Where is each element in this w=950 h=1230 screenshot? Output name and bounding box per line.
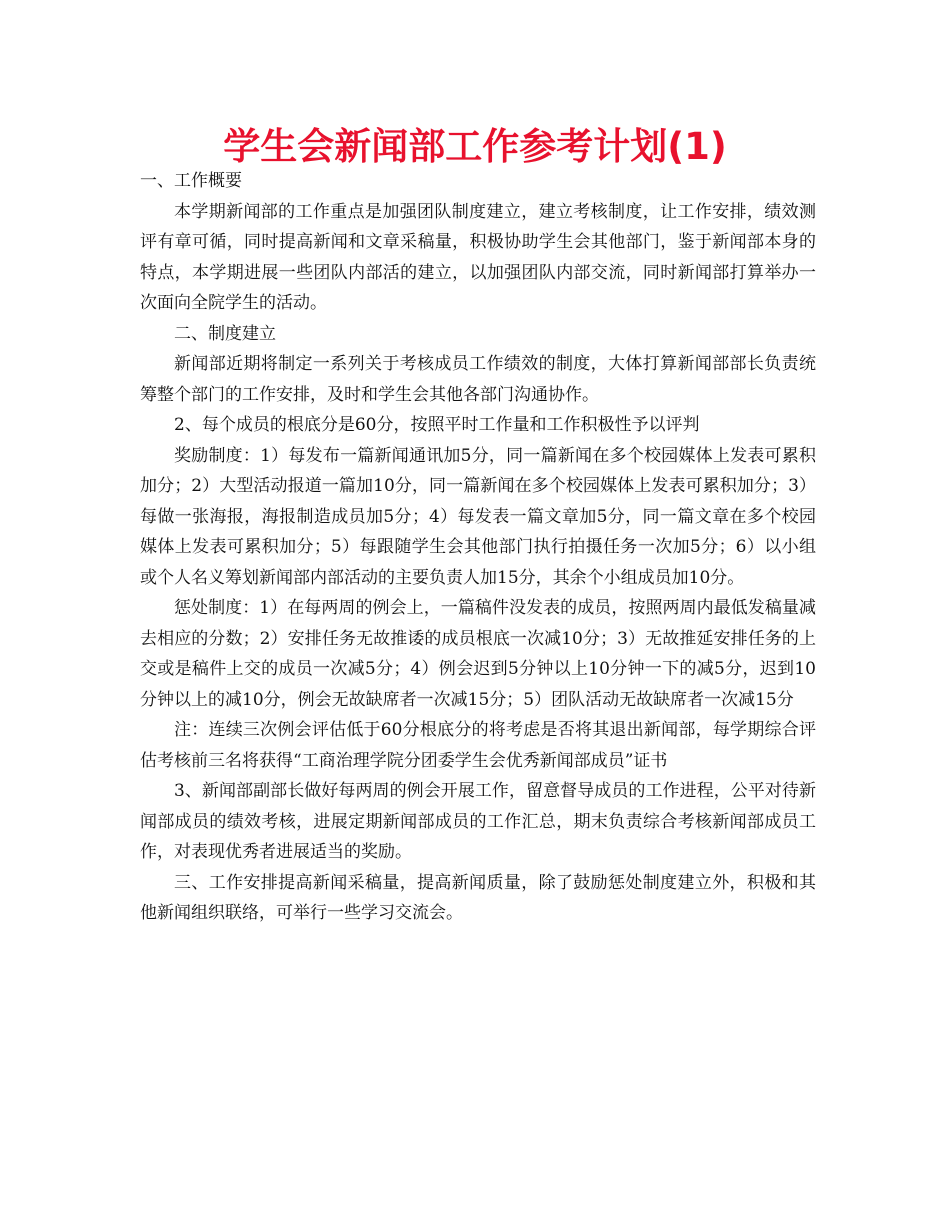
section-heading-overview: 一、工作概要 (140, 171, 242, 191)
paragraph-base-score: 2、每个成员的根底分是60分，按照平时工作量和工作积极性予以评判 (174, 415, 700, 435)
document-body (140, 166, 816, 929)
paragraph-deputy: 3、新闻部副部长做好每两周的例会开展工作，留意督导成员的工作进程，公平对待新闻部成员的绩效考核，进展定期新闻部成员的工作汇总，期末负责综合考核新闻部成员工作，对表现优秀者进展适当的奖励。 (140, 781, 816, 862)
paragraph-note: 注：连续三次例会评估低于60分根底分的将考虑是否将其退出新闻部，每学期综合评估考核前三名将获得“工商治理学院分团委学生会优秀新闻部成员”证书 (140, 720, 816, 771)
document-title: 学生会新闻部工作参考计划(1) (223, 125, 727, 168)
paragraph-overview: 本学期新闻部的工作重点是加强团队制度建立，建立考核制度，让工作安排，绩效测评有章可循，同时提高新闻和文章采稿量，积极协助学生会其他部门，鉴于新闻部本身的特点，本学期进展一些团队内部活的建立，以加强团队内部交流，同时新闻部打算举办一次面向全院学生的活动。 (140, 201, 816, 313)
section-heading-system: 二、制度建立 (174, 323, 276, 344)
paragraph-system: 新闻部近期将制定一系列关于考核成员工作绩效的制度，大体打算新闻部部长负责统筹整个部门的工作安排，及时和学生会其他各部门沟通协作。 (140, 354, 816, 405)
paragraph-rewards: 奖励制度：1）每发布一篇新闻通讯加5分，同一篇新闻在多个校园媒体上发表可累积加分；2）大型活动报道一篇加10分，同一篇新闻在多个校园媒体上发表可累积加分；3）每做一张海报，海报制造成员加5分；4）每发表一篇文章加5分，同一篇文章在多个校园媒体上发表可累积加分；5）每跟随学生会其他部门执行拍摄任务一次加5分；6）以小组或个人名义筹划新闻部内部活动的主要负责人加15分，其余个小组成员加10分。 (140, 445, 816, 588)
paragraph-work-plan: 三、工作安排提高新闻采稿量，提高新闻质量，除了鼓励惩处制度建立外，积极和其他新闻组织联络，可举行一些学习交流会。 (140, 872, 816, 923)
paragraph-penalties: 惩处制度：1）在每两周的例会上，一篇稿件没发表的成员，按照两周内最低发稿量减去相应的分数；2）安排任务无故推诿的成员根底一次减10分；3）无故推延安排任务的上交或是稿件上交的成员一次减5分；4）例会迟到5分钟以上10分钟一下的减5分，迟到10分钟以上的减10分，例会无故缺席者一次减15分；5）团队活动无故缺席者一次减15分 (140, 598, 816, 710)
